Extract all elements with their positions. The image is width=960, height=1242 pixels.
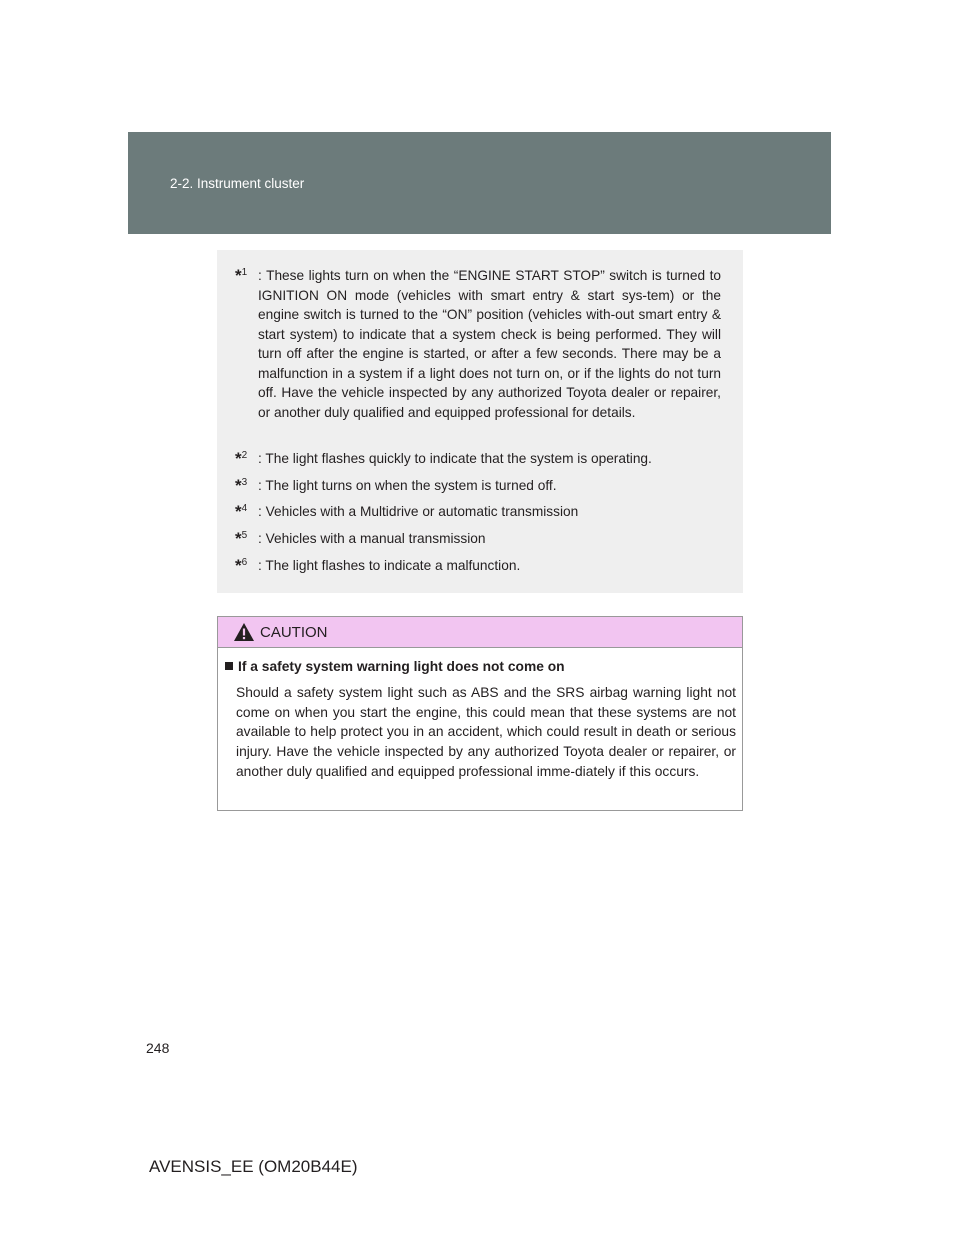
footnote-star: *	[235, 556, 242, 575]
footnote-6	[235, 556, 721, 576]
footnote-number: 6	[241, 557, 248, 568]
footnote-star: *	[235, 476, 242, 495]
footnote-1	[235, 266, 721, 422]
footnote-number: 5	[241, 530, 248, 541]
caution-box	[217, 616, 743, 811]
caution-item-heading	[225, 659, 565, 674]
footnote-text: : The light flashes to indicate a malfunction.	[258, 558, 521, 573]
footnote-3	[235, 476, 721, 496]
footnote-number: 2	[241, 450, 248, 461]
square-bullet-icon	[225, 662, 233, 670]
footnote-star: *	[235, 529, 242, 548]
footnote-text: : Vehicles with a manual transmission	[258, 531, 486, 546]
page-number: 248	[146, 1040, 170, 1056]
footnote-5	[235, 529, 721, 549]
footnote-star: *	[235, 502, 242, 521]
warning-triangle-icon	[233, 622, 255, 642]
section-title: 2-2. Instrument cluster	[170, 176, 305, 191]
footnote-text: : These lights turn on when the “ENGINE START STOP” switch is turned to IGNITION ON mode (vehicles with smart entry & start sys-tem) or the engine switch is turned to the “ON” position (vehicles with-out smart entry & start system) to indicate that a system check is being performed. They will turn off after the engine is started, or after a few seconds. There may be a malfunction in a system if a light does not turn on, or if the lights do not turn off. Have the vehicle inspected by any authorized Toyota dealer or repairer, or another duly qualified and equipped professional for details.	[258, 268, 721, 420]
caution-item-title: If a safety system warning light does not come on	[238, 659, 565, 674]
caution-header	[218, 617, 742, 648]
footnotes-box	[217, 250, 743, 593]
footnote-number: 1	[241, 267, 248, 278]
footnote-text: : Vehicles with a Multidrive or automatic transmission	[258, 504, 579, 519]
footnote-2	[235, 449, 721, 469]
footnote-text: : The light turns on when the system is turned off.	[258, 478, 557, 493]
section-header	[128, 132, 831, 234]
footnote-number: 3	[241, 477, 248, 488]
footnote-star: *	[235, 266, 242, 285]
footnote-4	[235, 502, 721, 522]
document-code: AVENSIS_EE (OM20B44E)	[149, 1157, 358, 1176]
footnote-number: 4	[241, 503, 248, 514]
caution-label: CAUTION	[260, 624, 328, 641]
footnote-star: *	[235, 449, 242, 468]
footnote-text: : The light flashes quickly to indicate that the system is operating.	[258, 451, 652, 466]
caution-body: Should a safety system light such as ABS and the SRS airbag warning light not come on when you start the engine, this could mean that these systems are not available to help protect you in an accident, which could result in death or serious injury. Have the vehicle inspected by any authorized Toyota dealer or repairer, or another duly qualified and equipped professional imme-diately if this occurs.	[236, 685, 736, 779]
